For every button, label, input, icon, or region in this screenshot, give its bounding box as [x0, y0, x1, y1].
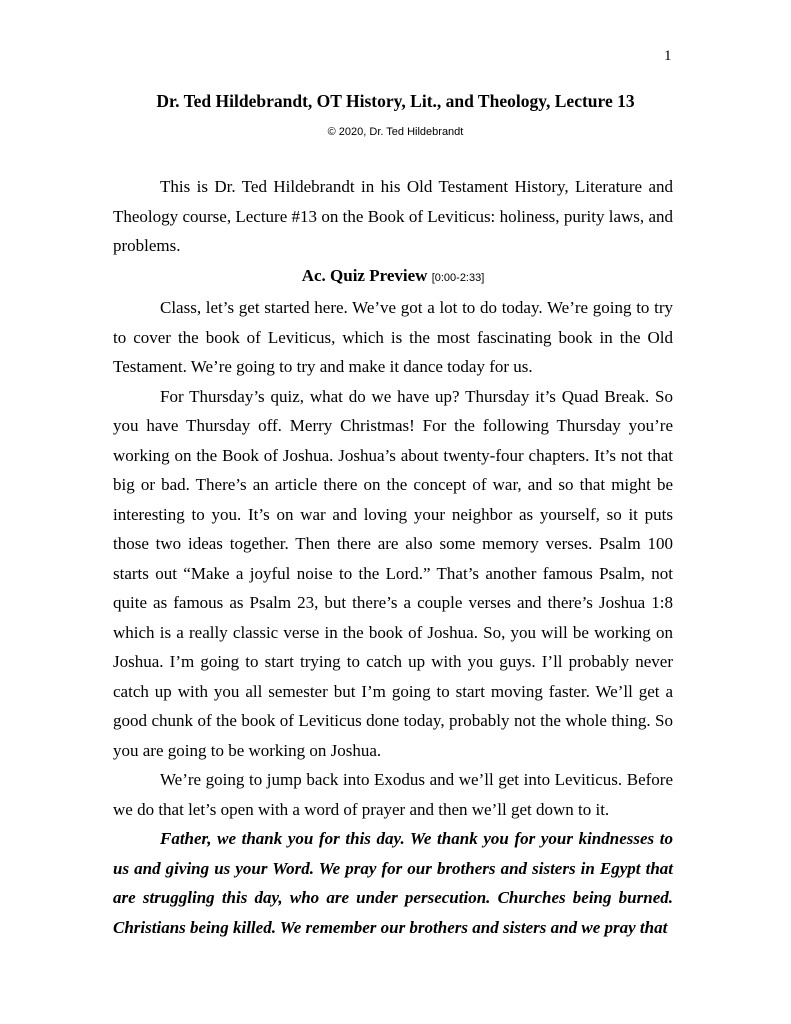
paragraph-quiz-preview: For Thursday’s quiz, what do we have up? Thursday it’s Quad Break. So you have Thursday off. Merry Christmas! For the following Thursday you’re working on the Book of Joshua. Joshua’s about twenty-four chapters. It’s not that big or bad. There’s an article there on the concept of war, and so that might be interesting to you. It’s on war and loving your neighbor as yourself, so it puts those two ideas together. Then there are also some memory verses. Psalm 100 starts out “Make a joyful noise to the Lord.” That’s another famous Psalm, not quite as famous as Psalm 23, but there’s a couple verses and there’s Joshua 1:8 which is a really classic verse in the book of Joshua. So, you will be working on Joshua. I’m going to start trying to catch up with you guys. I’ll probably never catch up with you all semester but I’m going to start moving faster. We’ll get a good chunk of the book of Leviticus done today, probably not the whole thing. So you are going to be working on Joshua.: [113, 386, 673, 760]
section-timestamp: [0:00-2:33]: [431, 271, 485, 284]
intro-paragraph: This is Dr. Ted Hildebrandt in his Old Testament History, Literature and Theology course, Lecture #13 on the Book of Leviticus: holiness, purity laws, and problems.: [113, 177, 673, 255]
copyright-notice: © 2020, Dr. Ted Hildebrandt: [327, 126, 464, 138]
prayer-paragraph: Father, we thank you for this day. We thank you for your kindnesses to us and giving us your Word. We pray for our brothers and sisters in Egypt that are struggling this day, who are under persecution. Churches being burned. Christians being killed. We remember our brothers and sisters and we pray that: [113, 829, 673, 937]
paragraph-transition: We’re going to jump back into Exodus and we’ll get into Leviticus. Before we do that let’s open with a word of prayer and then we’ll get down to it.: [113, 770, 673, 819]
section-heading: [113, 261, 673, 294]
lecture-transcript: [113, 172, 673, 942]
paragraph-class-start: Class, let’s get started here. We’ve got a lot to do today. We’re going to try to cover the book of Leviticus, which is the most fascinating book in the Old Testament. We’re going to try and make it dance today for us.: [113, 298, 673, 376]
lecture-title: Dr. Ted Hildebrandt, OT History, Lit., and Theology, Lecture 13: [156, 91, 635, 111]
section-heading-text: Ac. Quiz Preview: [301, 265, 428, 285]
page-number: 1: [664, 48, 672, 64]
